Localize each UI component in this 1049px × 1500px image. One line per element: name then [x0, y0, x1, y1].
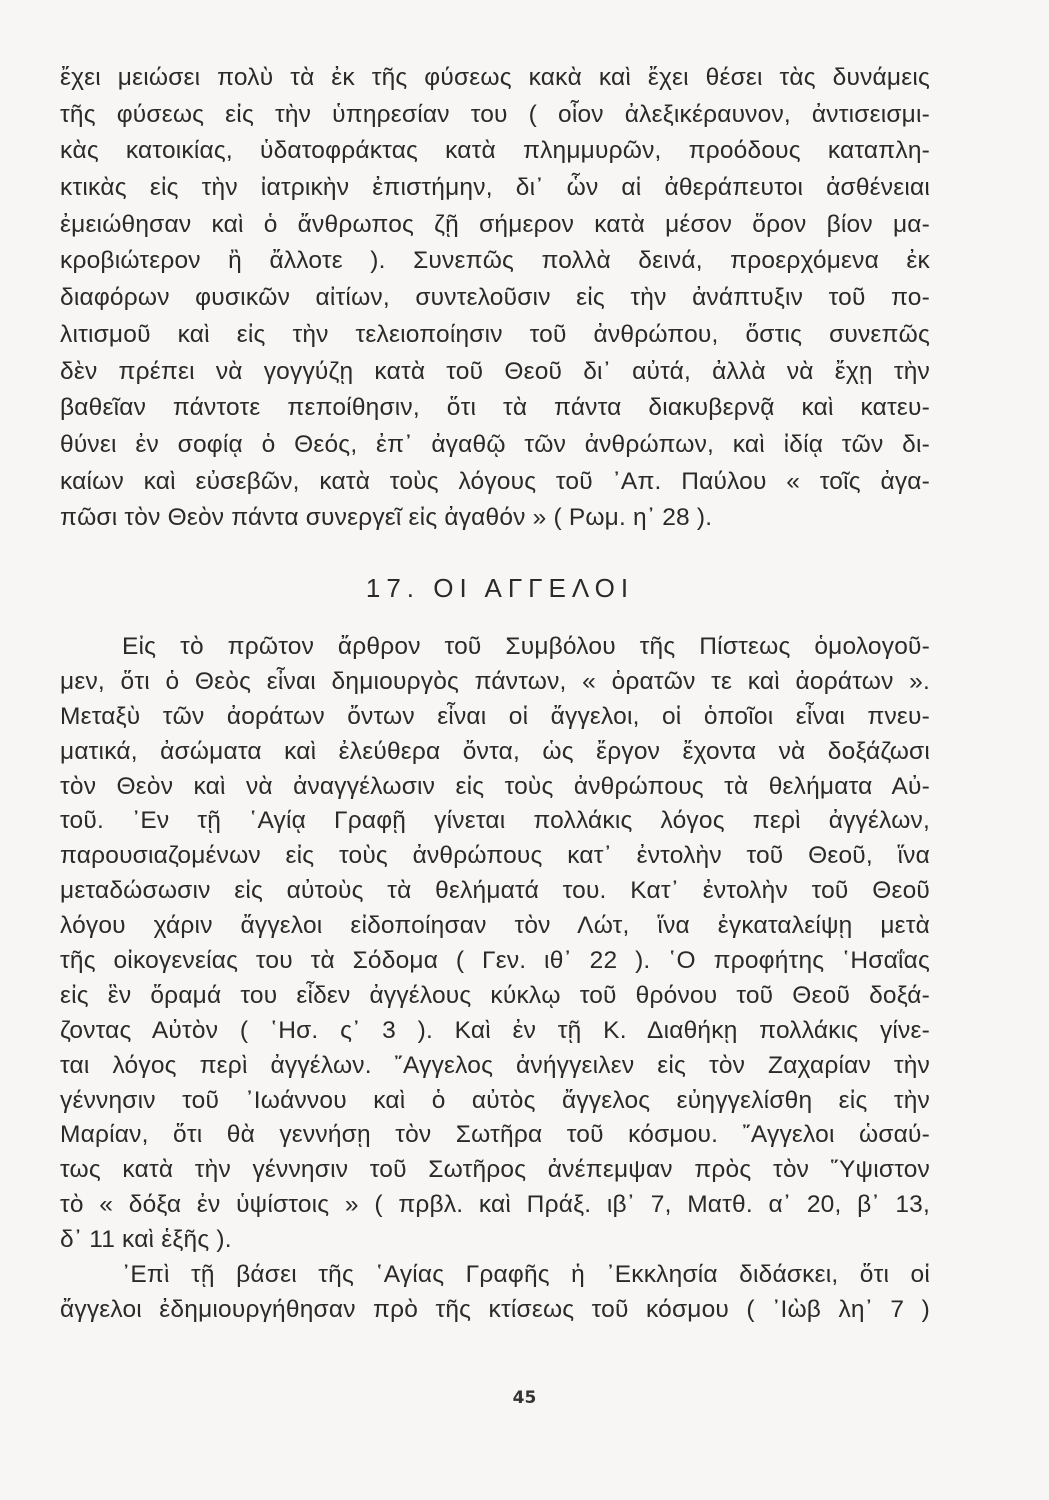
text-line: τως κατὰ τὴν γέννησιν τοῦ Σωτῆρος ἀνέπεμψαν πρὸς τὸν ῞Υψιστον — [60, 1156, 930, 1184]
text-line: διαφόρων φυσικῶν αἰτίων, συντελοῦσιν εἰς τὴν ἀνάπτυξιν τοῦ πο- — [60, 284, 930, 312]
text-line: ματικά, ἀσώματα καὶ ἐλεύθερα ὄντα, ὡς ἔργον ἔχοντα νὰ δοξάζωσι — [60, 737, 930, 765]
page-number: 45 — [512, 1388, 537, 1408]
text-line: τοῦ. ᾿Εν τῇ ῾Αγίᾳ Γραφῇ γίνεται πολλάκις λόγος περὶ ἀγγέλων, — [60, 807, 930, 835]
text-line: μεν, ὅτι ὁ Θεὸς εἶναι δημιουργὸς πάντων, « ὁρατῶν τε καὶ ἀοράτων ». — [60, 667, 930, 695]
text-line: πῶσι τὸν Θεὸν πάντα συνεργεῖ εἰς ἀγαθόν » ( Ρωμ. η᾽ 28 ). — [60, 504, 713, 532]
text-line: λιτισμοῦ καὶ εἰς τὴν τελειοποίησιν τοῦ ἀνθρώπου, ὅστις συνεπῶς — [60, 320, 930, 348]
text-line: ᾿Επὶ τῇ βάσει τῆς ῾Αγίας Γραφῆς ἡ ᾿Εκκλησία διδάσκει, ὅτι οἱ — [122, 1260, 930, 1288]
text-line: καίων καὶ εὐσεβῶν, κατὰ τοὺς λόγους τοῦ ᾿Απ. Παύλου « τοῖς ἀγα- — [60, 467, 930, 495]
section-heading: 17. ΟΙ ΑΓΓΕΛΟΙ — [365, 572, 635, 603]
text-line: τὸ « δόξα ἐν ὑψίστοις » ( πρβλ. καὶ Πράξ. ιβ᾽ 7, Ματθ. α᾽ 20, β᾽ 13, — [60, 1191, 930, 1219]
text-line: ζοντας Αὐτὸν ( ῾Ησ. ς᾽ 3 ). Καὶ ἐν τῇ Κ. Διαθήκῃ πολλάκις γίνε- — [60, 1016, 930, 1044]
text-line: ἄγγελοι ἐδημιουργήθησαν πρὸ τῆς κτίσεως τοῦ κόσμου ( ᾿Ιὼβ λη᾽ 7 ) — [60, 1295, 930, 1323]
text-line: εἰς ἓν ὅραμά του εἶδεν ἀγγέλους κύκλῳ τοῦ θρόνου τοῦ Θεοῦ δοξά- — [60, 981, 930, 1009]
text-line: κτικὰς εἰς τὴν ἰατρικὴν ἐπιστήμην, δι᾽ ὧν αἱ ἀθεράπευτοι ἀσθένειαι — [60, 174, 930, 202]
text-line: λόγου χάριν ἄγγελοι εἰδοποίησαν τὸν Λώτ, ἵνα ἐγκαταλείψῃ μετὰ — [60, 912, 930, 940]
text-line: ἐμειώθησαν καὶ ὁ ἄνθρωπος ζῇ σήμερον κατὰ μέσον ὅρον βίον μα- — [60, 210, 930, 238]
text-line: ται λόγος περὶ ἀγγέλων. ῎Αγγελος ἀνήγγειλεν εἰς τὸν Ζαχαρίαν τὴν — [60, 1051, 930, 1079]
section-body — [60, 630, 930, 1328]
text-line: τῆς φύσεως εἰς τὴν ὑπηρεσίαν του ( οἷον ἀλεξικέραυνον, ἀντισεισμι- — [60, 100, 930, 128]
text-line: τὸν Θεὸν καὶ νὰ ἀναγγέλωσιν εἰς τοὺς ἀνθρώπους τὰ θελήματα Αὐ- — [60, 772, 930, 800]
text-line: μεταδώσωσιν εἰς αὐτοὺς τὰ θελήματά του. Κατ᾽ ἐντολὴν τοῦ Θεοῦ — [60, 877, 930, 905]
book-page — [60, 60, 930, 1328]
text-line: δ᾽ 11 καὶ ἑξῆς ). — [60, 1226, 232, 1254]
text-line: γέννησιν τοῦ ᾿Ιωάννου καὶ ὁ αὐτὸς ἄγγελος εὐηγγελίσθη εἰς τὴν — [60, 1086, 930, 1114]
text-line: τῆς οἰκογενείας του τὰ Σόδομα ( Γεν. ιθ᾽ 22 ). ῾Ο προφήτης ῾Ησαΐας — [60, 946, 930, 974]
text-line: παρουσιαζομένων εἰς τοὺς ἀνθρώπους κατ᾽ ἐντολὴν τοῦ Θεοῦ, ἵνα — [60, 842, 930, 870]
text-line: κὰς κατοικίας, ὑδατοφράκτας κατὰ πλημμυρῶν, προόδους καταπλη- — [60, 137, 930, 165]
text-line: δὲν πρέπει νὰ γογγύζῃ κατὰ τοῦ Θεοῦ δι᾽ αὐτά, ἀλλὰ νὰ ἔχῃ τὴν — [60, 357, 930, 385]
text-line: ἔχει μειώσει πολὺ τὰ ἐκ τῆς φύσεως κακὰ καὶ ἔχει θέσει τὰς δυνάμεις — [60, 64, 930, 91]
text-line: Εἰς τὸ πρῶτον ἄρθρον τοῦ Συμβόλου τῆς Πίστεως ὁμολογοῦ- — [122, 632, 930, 660]
text-line: θύνει ἐν σοφίᾳ ὁ Θεός, ἐπ᾽ ἀγαθῷ τῶν ἀνθρώπων, καὶ ἰδίᾳ τῶν δι- — [60, 430, 930, 458]
text-line: Μαρίαν, ὅτι θὰ γεννήσῃ τὸν Σωτῆρα τοῦ κόσμου. ῎Αγγελοι ὡσαύ- — [60, 1121, 930, 1149]
text-line: κροβιώτερον ἢ ἄλλοτε ). Συνεπῶς πολλὰ δεινά, προερχόμενα ἐκ — [60, 247, 930, 275]
paragraph-continuation — [60, 60, 930, 537]
text-line: Μεταξὺ τῶν ἀοράτων ὄντων εἶναι οἱ ἄγγελοι, οἱ ὁποῖοι εἶναι πνευ- — [60, 702, 930, 730]
text-line: βαθεῖαν πάντοτε πεποίθησιν, ὅτι τὰ πάντα διακυβερνᾷ καὶ κατευ- — [60, 394, 930, 422]
